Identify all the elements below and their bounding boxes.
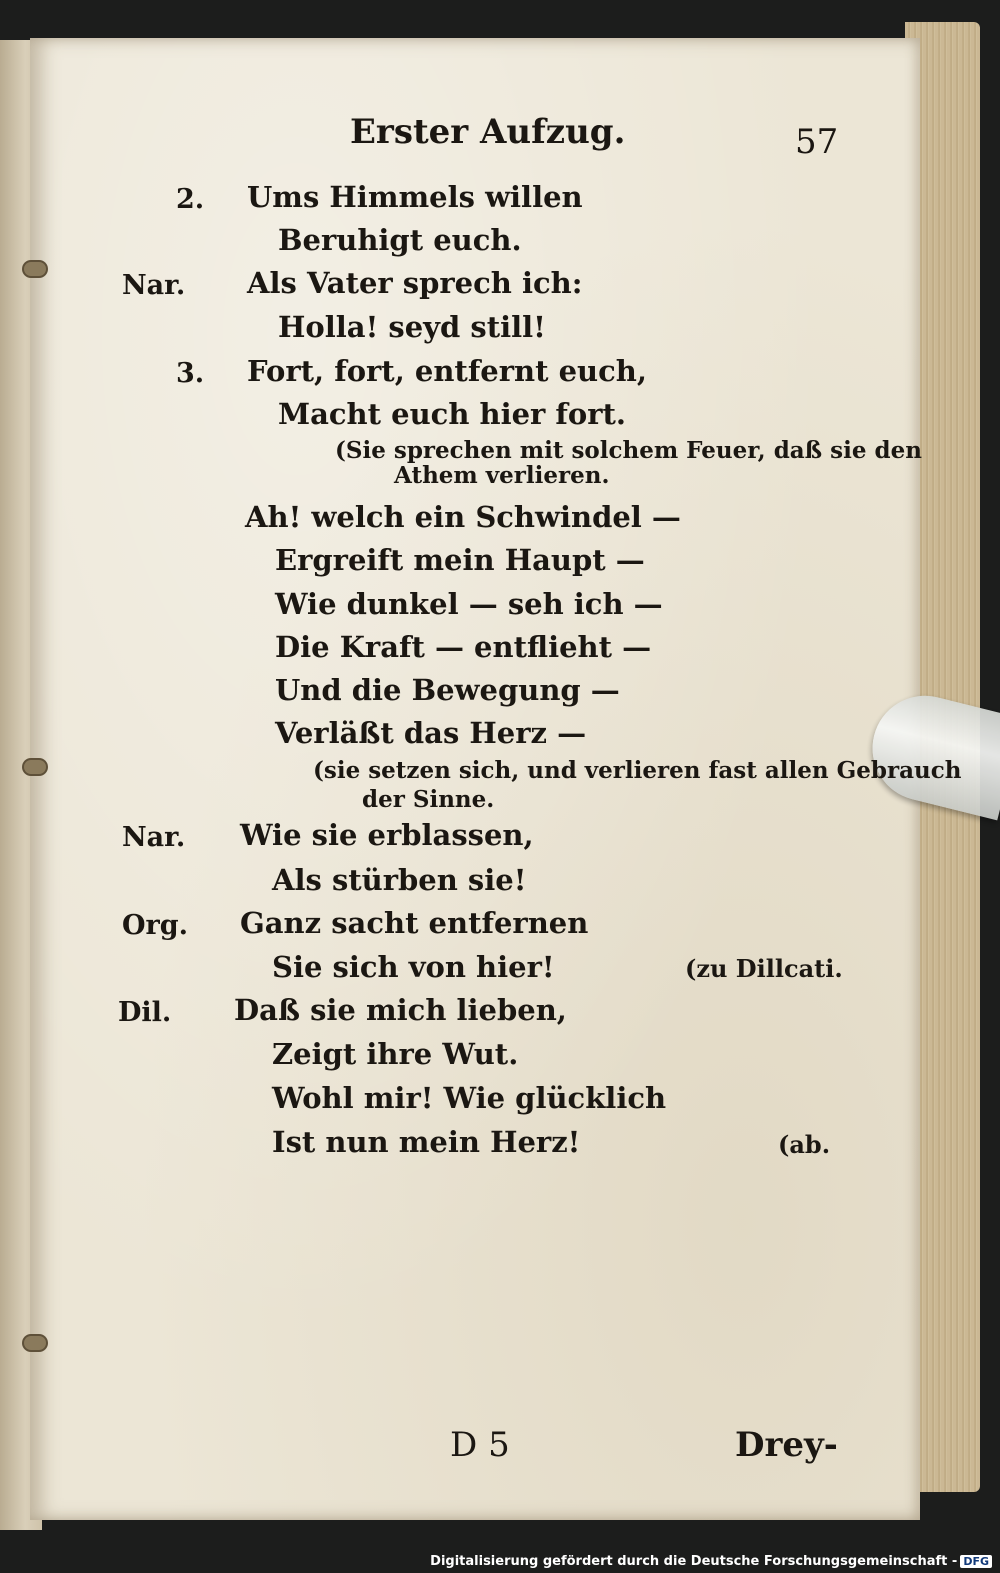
- verse-line: Die Kraft — entflieht —: [275, 630, 652, 664]
- speaker-label: Dil.: [118, 997, 172, 1028]
- binding-stitch: [24, 262, 46, 276]
- verse-line: Ergreift mein Haupt —: [275, 543, 645, 577]
- verse-line: Holla! seyd still!: [278, 310, 546, 344]
- dfg-logo: DFG: [960, 1555, 992, 1568]
- verse-line: Verläßt das Herz —: [275, 716, 587, 750]
- binding-stitch: [24, 1336, 46, 1350]
- show-through-text: [760, 368, 768, 398]
- verse-line: Als stürben sie!: [272, 863, 527, 897]
- aside-direction: (ab.: [778, 1130, 831, 1159]
- verse-line: Sie sich von hier!: [272, 950, 555, 984]
- stage-direction: (sie setzen sich, und verlieren fast allen Gebrauch: [313, 757, 962, 784]
- verse-line: Und die Bewegung —: [275, 673, 620, 707]
- catchword: Drey-: [735, 1425, 838, 1465]
- verse-line: Als Vater sprech ich:: [247, 266, 583, 300]
- signature-mark: D 5: [450, 1425, 510, 1465]
- aside-direction: (zu Dillcati.: [685, 954, 843, 983]
- verse-line: Fort, fort, entfernt euch,: [247, 354, 647, 388]
- verse-line: Ums Himmels willen: [247, 180, 583, 214]
- speaker-label: 2.: [176, 184, 205, 215]
- digitization-credit: [430, 1554, 992, 1569]
- speaker-label: Nar.: [122, 270, 186, 301]
- running-title: Erster Aufzug.: [350, 112, 626, 152]
- verse-line: Zeigt ihre Wut.: [272, 1037, 519, 1071]
- verse-line: Daß sie mich lieben,: [234, 993, 567, 1027]
- stage-direction: (Sie sprechen mit solchem Feuer, daß sie den: [335, 437, 922, 464]
- verse-line: Beruhigt euch.: [278, 223, 522, 257]
- verse-line: Ganz sacht entfernen: [240, 906, 589, 940]
- verse-line: Wohl mir! Wie glücklich: [272, 1081, 667, 1115]
- verse-line: Macht euch hier fort.: [278, 397, 627, 431]
- speaker-label: 3.: [176, 358, 205, 389]
- stage-direction: Athem verlieren.: [394, 462, 610, 489]
- verse-line: Wie sie erblassen,: [240, 818, 534, 852]
- credit-text: Digitalisierung gefördert durch die Deutsche Forschungsgemeinschaft -: [430, 1554, 958, 1569]
- verse-line: Ah! welch ein Schwindel —: [245, 500, 681, 534]
- verse-line: Ist nun mein Herz!: [272, 1125, 581, 1159]
- page-number: 57: [795, 122, 839, 162]
- verse-line: Wie dunkel — seh ich —: [275, 587, 663, 621]
- speaker-label: Org.: [122, 910, 189, 941]
- speaker-label: Nar.: [122, 822, 186, 853]
- binding-stitch: [24, 760, 46, 774]
- stage-direction: der Sinne.: [362, 786, 495, 813]
